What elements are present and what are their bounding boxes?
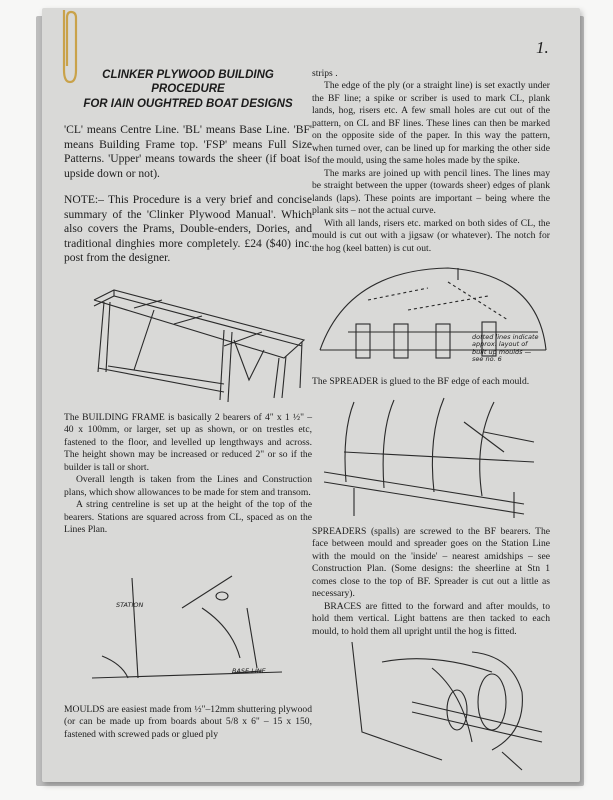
strips-text: strips .: [312, 68, 338, 79]
centreline-paragraph: A string centreline is set up at the height of the top of the bearers. Stations are squared across from CL, spaced as on the Lines Plan.: [64, 499, 312, 536]
base-line-label: BASE LINE: [232, 667, 266, 675]
building-frame-section: [64, 412, 312, 537]
building-frame-sketch: [74, 280, 314, 408]
title-line-2: FOR IAIN OUGHTRED BOAT DESIGNS: [83, 97, 293, 110]
spreaders-paragraph: SPREADERS (spalls) are screwed to the BF bearers. The face between mould and spreader goes on the Station Line with the mould on the 'inside' – nearest amidships – see Construction Plan. (Some designs: the sheerline at Stn 1 comes close to the top of BF. Spreader is cut out a little as necessary).: [312, 526, 550, 600]
document-title: [64, 68, 312, 111]
spreader-caption-section: [312, 376, 550, 388]
definitions-paragraph: 'CL' means Centre Line. 'BL' means Base Line. 'BF' means Building Frame top. 'FSP' means Full Size Patterns. 'Upper' means towards the sheer (if boat is upside down or not).: [64, 123, 312, 180]
station-label: STATION: [116, 601, 144, 609]
moulds-section: [64, 704, 312, 741]
right-column: [312, 68, 550, 255]
braces-paragraph: BRACES are fitted to the forward and after moulds, to hold them vertical. Light battens are then tacked to each mould, to hold them all upright until the hog is fitted.: [312, 600, 550, 637]
pencil-lines-paragraph: The marks are joined up with pencil lines. The lines may be straight between the upper (towards sheer) edges of plank lands (laps). These points are important – being where the plank sits – not the actual curve.: [312, 167, 550, 217]
station-line-sketch: [82, 568, 322, 696]
left-column: [64, 68, 312, 265]
clamp-sketch: [322, 632, 552, 772]
spreader-caption: The SPREADER is glued to the BF edge of each mould.: [312, 376, 530, 387]
moulds-paragraph: MOULDS are easiest made from ½"–12mm shuttering plywood (or can be made up from boards about 5/8 x 6" – 15 x 150, fastened with screwed pads or glued ply: [64, 704, 312, 740]
spreaders-section: [312, 526, 550, 638]
note-paragraph: NOTE:– This Procedure is a very brief and concise summary of the 'Clinker Plywood Manual'. Which also covers the Prams, Double-enders, Dories, and traditional dinghies more completely. £24 ($40) inc. post from the designer.: [64, 193, 312, 264]
page-number: 1.: [536, 38, 549, 57]
lands-paragraph: With all lands, risers etc. marked on both sides of CL, the mould is cut out with a jigsaw (or whatever). The notch for the hog (keel batten) is cut out.: [312, 217, 550, 254]
mould-annotation: dotted lines indicate approx. layout of built up moulds — see no. 6: [472, 333, 539, 364]
building-frame-paragraph: The BUILDING FRAME is basically 2 bearers of 4" x 1 ½" – 40 x 100mm, or larger, set up as shown, or on trestles etc, fastened to the floor, and levelled up lengthways and across. The height shown may be increased or reduced 2" or so if the builder is tall or short.: [64, 412, 312, 473]
spreader-sketch: [324, 392, 552, 522]
ply-edge-paragraph: The edge of the ply (or a straight line) is set exactly under the BF line; a spike or scriber is used to mark CL, plank lands, hog, risers etc. A few small holes are cut out of the pattern, on CL and BF lines. These lines can then be marked on the opposite side of the paper. In this way the pattern, when turned over, can be lined up for marking the other side of the mould, using the same holes made by the spike.: [312, 80, 550, 167]
overall-length-paragraph: Overall length is taken from the Lines and Construction plans, which show allowances to be made for stem and transom.: [64, 474, 312, 498]
title-line-1: CLINKER PLYWOOD BUILDING PROCEDURE: [102, 69, 274, 96]
document-page: [42, 8, 580, 782]
